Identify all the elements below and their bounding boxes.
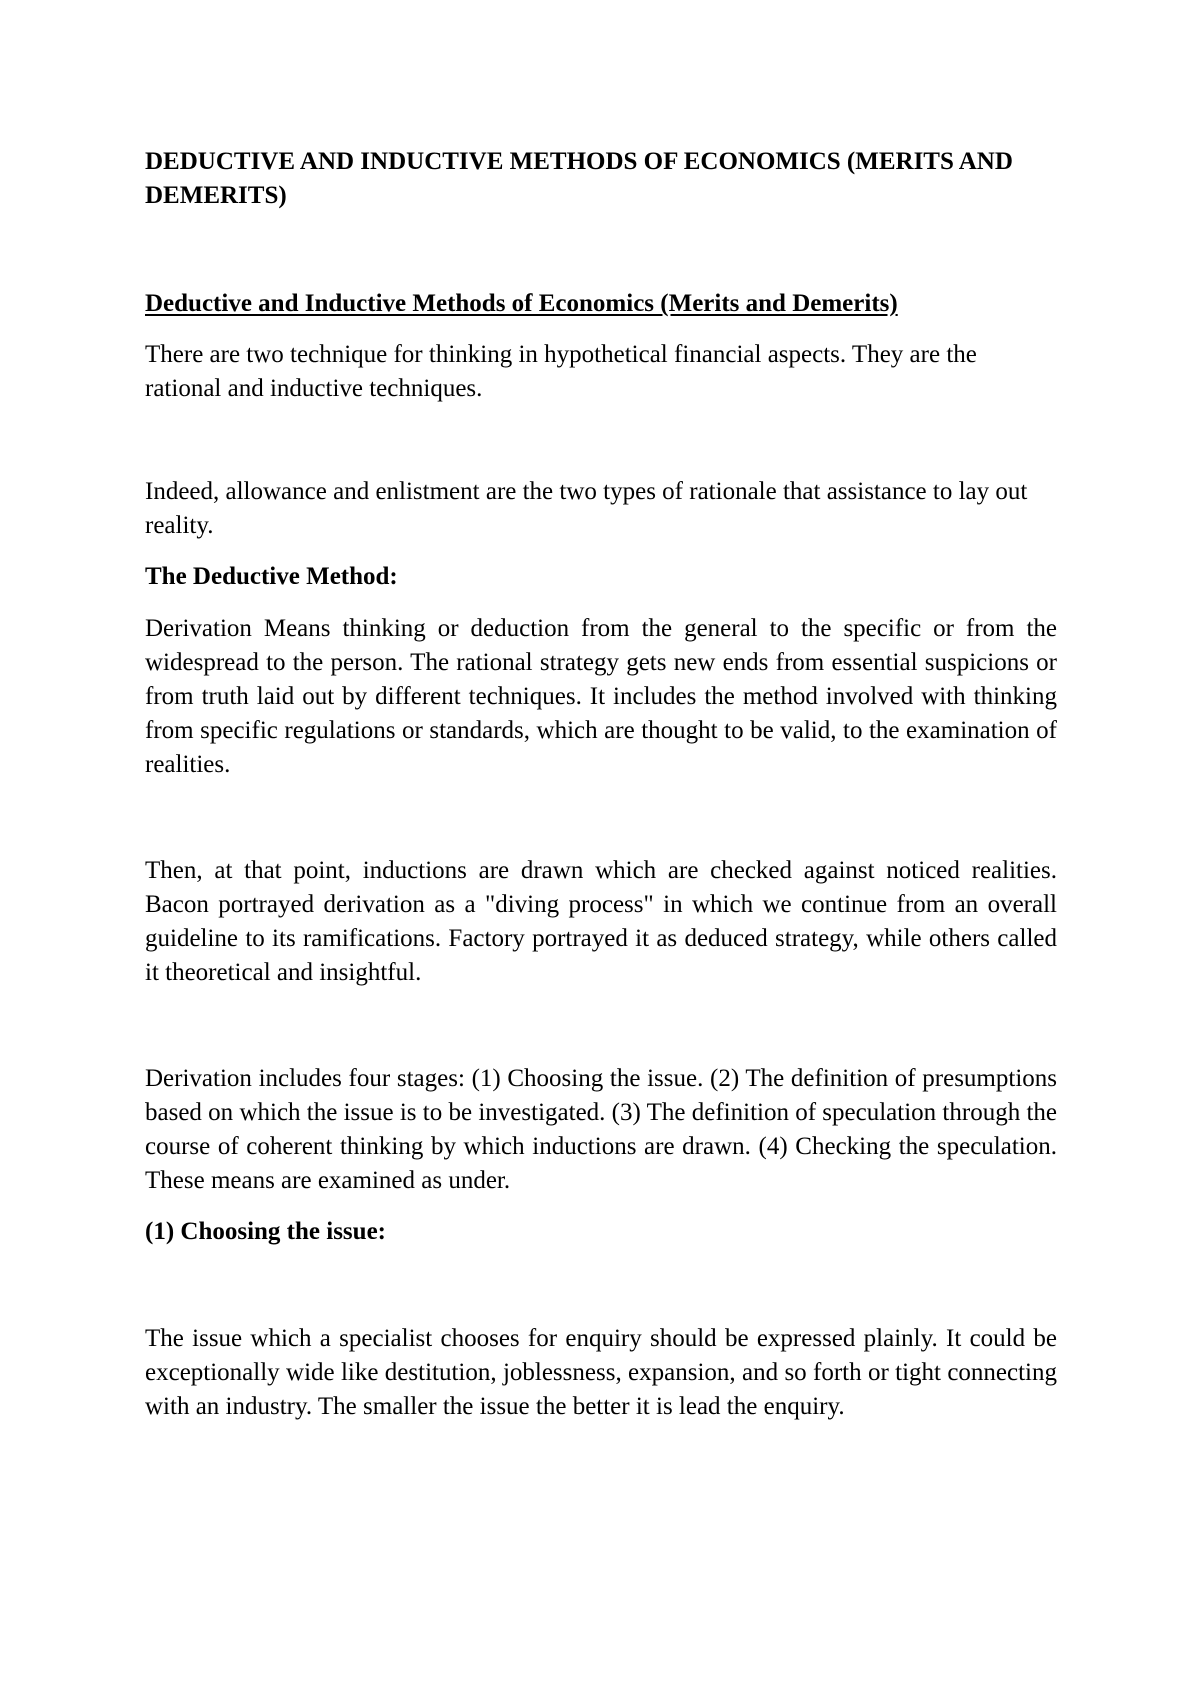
deductive-method-heading: The Deductive Method: [145,563,398,590]
paragraph-choosing-issue: The issue which a specialist chooses for enquiry should be expressed plainly. It could be exceptionally wide like destitution, joblessness, expansion, and so forth or tight connecting with an industry. The smaller the issue the better it is lead the enquiry. [145,1325,1057,1420]
paragraph-derivation: Derivation Means thinking or deduction from the general to the specific or from the widespread to the person. The rational strategy gets new ends from essential suspicions or from truth laid out by different techniques. It includes the method involved with thinking from specific regulations or standards, which are thought to be valid, to the examination of realities. [145,615,1057,778]
paragraph-types: Indeed, allowance and enlistment are the two types of rationale that assistance to lay out reality. [145,478,1028,539]
paragraph-four-stages: Derivation includes four stages: (1) Choosing the issue. (2) The definition of presumptions based on which the issue is to be investigated. (3) The definition of speculation through the course of coherent thinking by which inductions are drawn. (4) Checking the speculation. These means are examined as under. [145,1065,1057,1194]
document-title: DEDUCTIVE AND INDUCTIVE METHODS OF ECONOMICS (MERITS AND DEMERITS) [145,148,1013,209]
step-one-heading: (1) Choosing the issue: [145,1218,386,1245]
paragraph-intro: There are two technique for thinking in hypothetical financial aspects. They are the rational and inductive techniques. [145,341,977,402]
paragraph-inductions: Then, at that point, inductions are drawn which are checked against noticed realities. Bacon portrayed derivation as a "diving process" in which we continue from an overall guideline to its ramifications. Factory portrayed it as deduced strategy, while others called it theoretical and insightful. [145,857,1057,986]
section-heading: Deductive and Inductive Methods of Economics (Merits and Demerits) [145,290,898,317]
